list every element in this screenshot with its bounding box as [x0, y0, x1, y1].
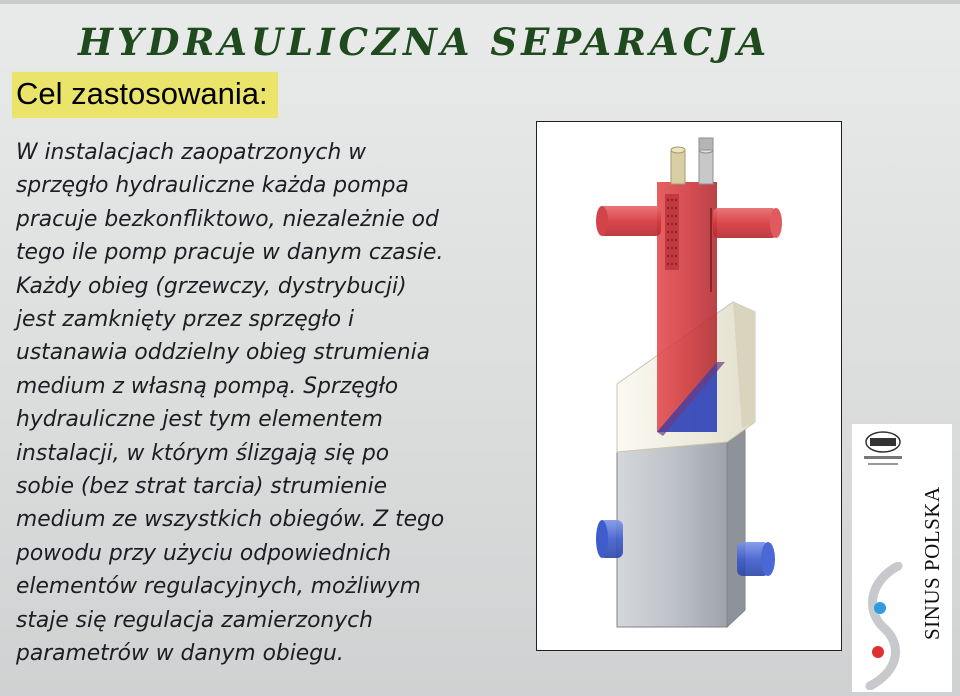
perforated-insert [665, 194, 679, 270]
hot-pipe-left [596, 206, 661, 236]
body-line: staje się regulacja zamierzonych [16, 607, 373, 633]
page-title: HYDRAULICZNA SEPARACJA [78, 20, 771, 64]
body-line: parametrów w danym obiegu. [16, 641, 344, 667]
sinus-logo-mark-icon [858, 562, 918, 690]
body-line: W instalacjach zaopatrzonych w [16, 140, 367, 165]
company-name: SINUS POLSKA [920, 486, 944, 640]
body-line: powodu przy użyciu odpowiednich [16, 540, 392, 566]
top-connector-right [699, 138, 713, 184]
body-line: Każdy obieg (grzewczy, dystrybucji) [16, 273, 407, 299]
body-line: pracuje bezkonfliktowo, niezależnie od [16, 206, 439, 232]
body-line: hydrauliczne jest tym elementem [16, 407, 383, 433]
body-line: ustanawia oddzielny obieg strumienia [16, 340, 431, 366]
hot-pipe-right [713, 208, 782, 238]
top-connector-left [671, 147, 685, 184]
body-line: instalacji, w którym ślizgają się po [16, 440, 390, 466]
certification-seal-icon [858, 428, 908, 474]
body-line: jest zamknięty przez sprzęgło i [16, 307, 355, 333]
subtitle-highlight [12, 72, 278, 118]
body-line: medium z własną pompą. Sprzęgło [16, 373, 399, 399]
hydraulic-separator-figure [536, 121, 842, 651]
base-block [617, 420, 745, 627]
body-line: sprzęgło hydrauliczne każda pompa [16, 173, 409, 199]
body-line: sobie (bez strat tarcia) strumienie [16, 474, 388, 500]
body-line: medium ze wszystkich obiegów. Z tego [16, 507, 445, 533]
body-line: elementów regulacyjnych, możliwym [16, 574, 421, 600]
body-line: tego ile pomp pracuje w danym czasie. [16, 240, 444, 266]
body-paragraph [16, 136, 536, 671]
top-border [0, 0, 960, 4]
cold-pipe-right [737, 542, 775, 576]
cold-pipe-left [596, 520, 623, 558]
subtitle: Cel zastosowania: [16, 76, 268, 111]
hydraulic-separator-illustration [537, 122, 841, 650]
